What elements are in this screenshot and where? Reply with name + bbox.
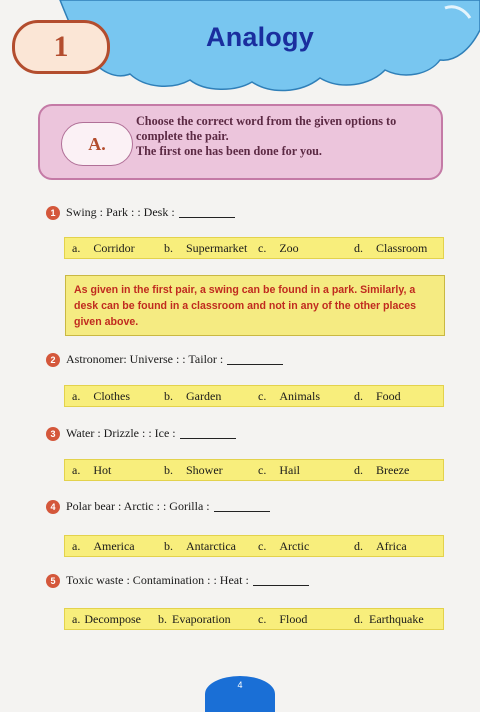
question-number-badge: 5 [46, 574, 60, 588]
options-row-1 [64, 237, 444, 259]
question-5 [46, 573, 309, 588]
instruction-line: The first one has been done for you. [136, 144, 322, 158]
question-prompt: Polar bear : Arctic : : Gorilla : [66, 499, 210, 513]
option-a[interactable]: a. Decompose [72, 611, 141, 626]
answer-blank[interactable] [214, 501, 270, 512]
options-row-2 [64, 385, 444, 407]
instruction-text [136, 114, 436, 159]
question-number-badge: 3 [46, 427, 60, 441]
option-a[interactable]: a. Clothes [72, 388, 130, 403]
instruction-line: complete the pair. [136, 129, 229, 143]
option-d[interactable]: d. Africa [354, 538, 407, 553]
page-title: Analogy [206, 22, 314, 52]
explanation-line: As given in the first pair, a swing can be found in a park. Similarly, a [74, 284, 416, 296]
options-row-4 [64, 535, 444, 557]
explanation-box [65, 275, 445, 336]
option-b[interactable]: b. Antarctica [164, 538, 236, 553]
options-row-5 [64, 608, 444, 630]
instruction-box [38, 104, 443, 180]
option-a[interactable]: a. Hot [72, 462, 112, 477]
question-prompt: Astronomer: Universe : : Tailor : [66, 352, 224, 366]
answer-blank[interactable] [179, 207, 235, 218]
chapter-number-badge: 1 [12, 20, 110, 74]
option-b[interactable]: b. Shower [164, 462, 223, 477]
option-b[interactable]: b. Supermarket [164, 240, 248, 255]
question-number-badge: 2 [46, 353, 60, 367]
option-c[interactable]: c. Flood [258, 611, 308, 626]
option-c[interactable]: c. Arctic [258, 538, 310, 553]
explanation-line: desk can be found in a classroom and not in any of the other places [74, 300, 417, 312]
answer-blank[interactable] [227, 354, 283, 365]
explanation-line: given above. [74, 316, 139, 328]
question-number-badge: 1 [46, 206, 60, 220]
instruction-line: Choose the correct word from the given options to [136, 114, 397, 128]
option-d[interactable]: d. Earthquake [354, 611, 424, 626]
option-c[interactable]: c. Zoo [258, 240, 299, 255]
option-a[interactable]: a. Corridor [72, 240, 135, 255]
option-d[interactable]: d. Classroom [354, 240, 428, 255]
question-2 [46, 352, 283, 367]
question-4 [46, 499, 270, 514]
option-b[interactable]: b. Evaporation [158, 611, 231, 626]
option-d[interactable]: d. Food [354, 388, 401, 403]
question-3 [46, 426, 236, 441]
answer-blank[interactable] [180, 428, 236, 439]
option-b[interactable]: b. Garden [164, 388, 222, 403]
option-d[interactable]: d. Breeze [354, 462, 410, 477]
page-number-tab: 4 [205, 676, 275, 712]
option-a[interactable]: a. America [72, 538, 135, 553]
question-1 [46, 205, 235, 220]
option-c[interactable]: c. Animals [258, 388, 320, 403]
options-row-3 [64, 459, 444, 481]
question-number-badge: 4 [46, 500, 60, 514]
option-c[interactable]: c. Hail [258, 462, 300, 477]
question-prompt: Swing : Park : : Desk : [66, 205, 175, 219]
question-prompt: Water : Drizzle : : Ice : [66, 426, 176, 440]
question-prompt: Toxic waste : Contamination : : Heat : [66, 573, 249, 587]
section-letter: A. [61, 122, 133, 166]
answer-blank[interactable] [253, 575, 309, 586]
